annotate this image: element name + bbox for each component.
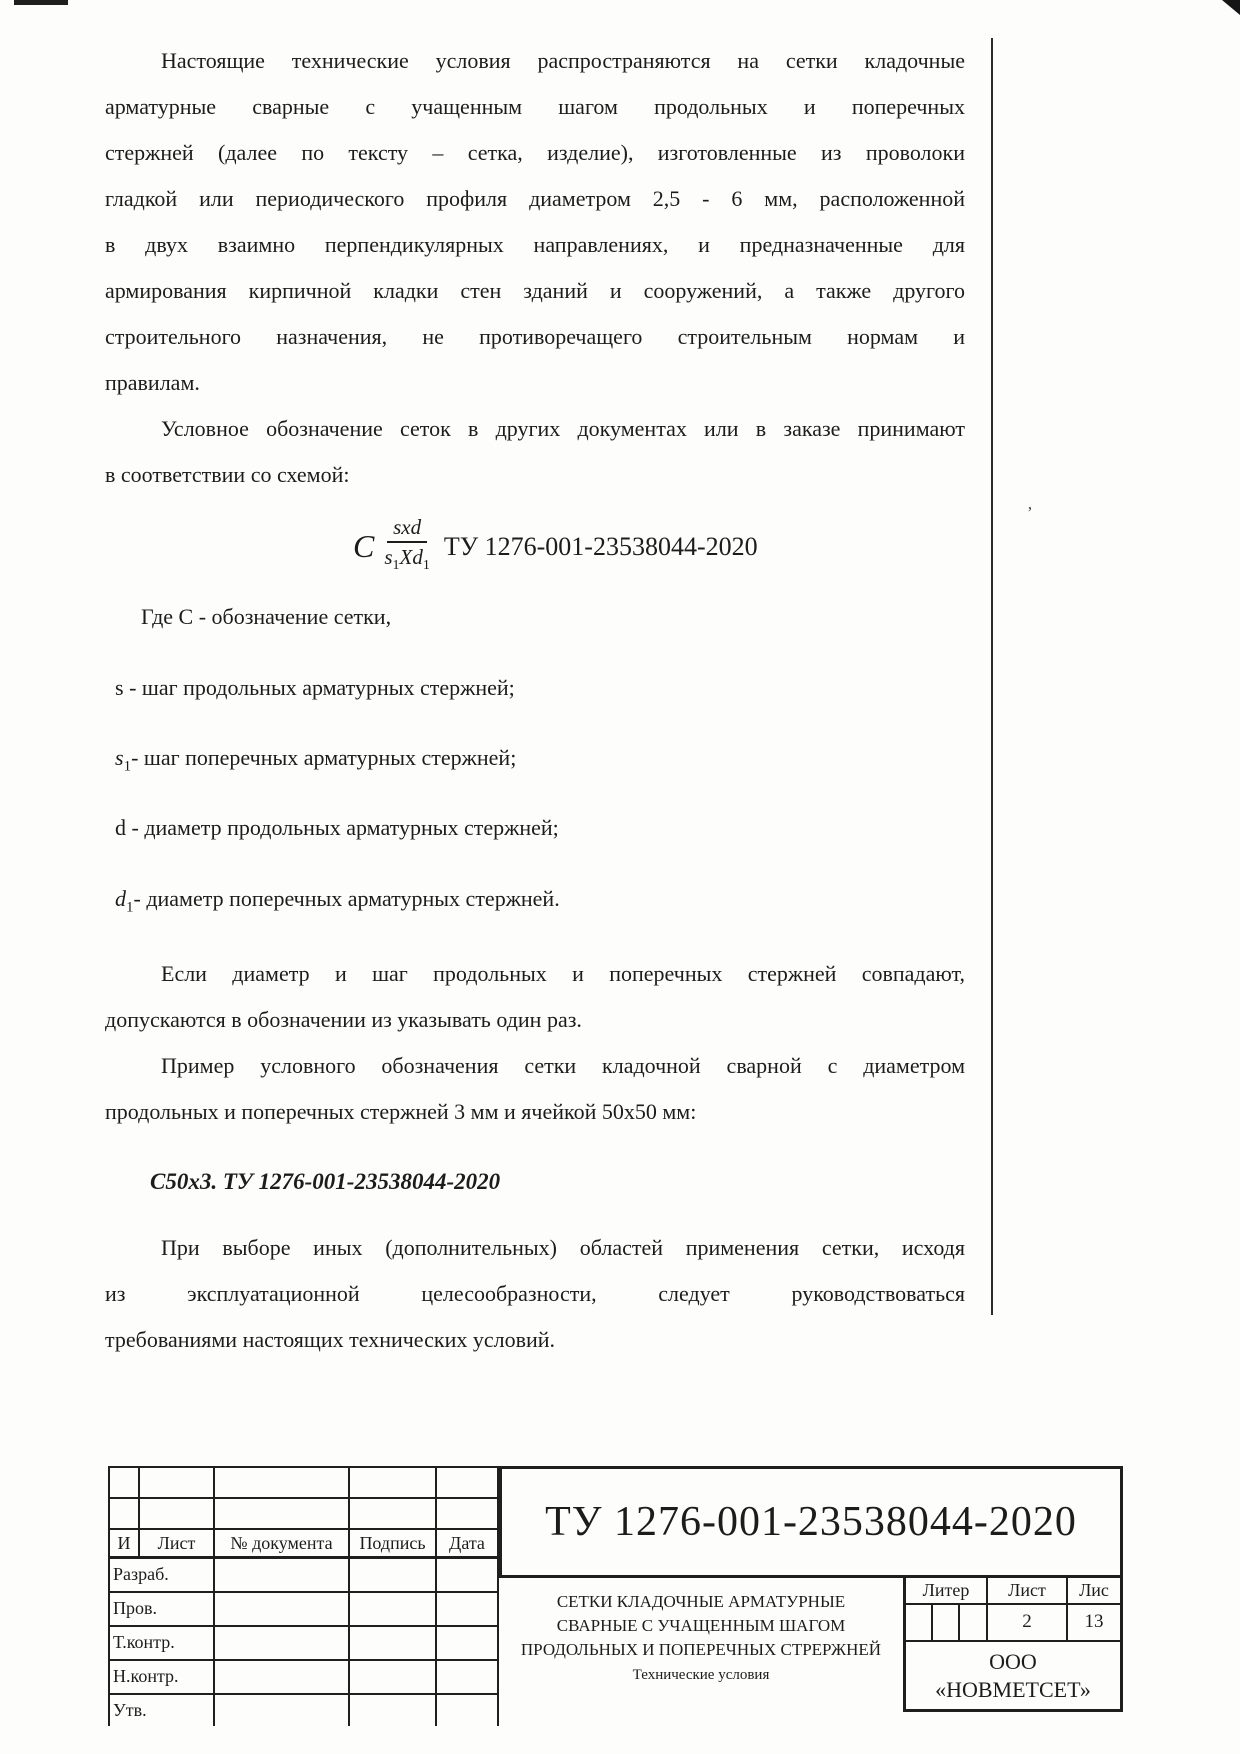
company-cell	[906, 1642, 1120, 1709]
definition-symbol: d	[115, 815, 126, 841]
definition-line-s	[105, 670, 965, 714]
sheets-total-value: 13	[1068, 1605, 1120, 1642]
empty-cell	[140, 1468, 215, 1499]
definition-symbol: s	[115, 744, 124, 770]
column-header-doc-number: № документа	[215, 1530, 350, 1559]
empty-cell	[215, 1593, 350, 1627]
empty-cell	[437, 1468, 497, 1499]
subscript: 1	[126, 899, 134, 916]
subscript: 1	[422, 558, 430, 574]
column-header-izm: И	[110, 1530, 140, 1559]
document-designation: ТУ 1276-001-23538044-2020	[545, 1499, 1077, 1545]
column-header-signature: Подпись	[350, 1530, 437, 1559]
definition-symbol: s	[115, 674, 124, 700]
empty-cell	[215, 1661, 350, 1695]
empty-cell	[350, 1695, 437, 1726]
title-block-revision-table	[108, 1466, 499, 1726]
text-line: СВАРНЫЕ С УЧАЩЕННЫМ ШАГОМ	[556, 1616, 846, 1635]
empty-cell	[215, 1499, 350, 1530]
text-line: армирования кирпичной кладки стен зданий и сооружений, а также другого	[105, 278, 965, 303]
document-type: Технические условия	[632, 1667, 770, 1683]
text-line: ПРОДОЛЬНЫХ И ПОПЕРЕЧНЫХ СТРЕРЖНЕЙ	[520, 1640, 882, 1659]
empty-cell	[140, 1499, 215, 1530]
text-line: правилам.	[105, 370, 200, 395]
paragraph-scope	[105, 38, 965, 406]
column-header-list: Лист	[140, 1530, 215, 1559]
text-line: в соответствии со схемой:	[105, 462, 350, 487]
empty-cell	[350, 1559, 437, 1593]
formula-denominator	[384, 543, 430, 579]
row-label-t-control: Т.контр.	[110, 1627, 215, 1661]
title-block	[108, 1466, 1123, 1754]
definition-text: - шаг поперечных арматурных стержней;	[131, 744, 517, 770]
designation-formula	[105, 514, 965, 579]
definition-text: - диаметр продольных арматурных стержней;	[126, 815, 559, 841]
designation-example: С50х3. ТУ 1276-001-23538044-2020	[150, 1169, 501, 1195]
document-name-lines	[499, 1590, 903, 1662]
sheet-table-header-row	[906, 1578, 1120, 1605]
empty-cell	[437, 1499, 497, 1530]
liter-header: Литер	[906, 1578, 988, 1605]
title-block-sheet-table	[903, 1578, 1123, 1712]
empty-cell	[215, 1627, 350, 1661]
page-frame-right-border	[991, 38, 993, 1315]
sheets-total-header: Лис	[1068, 1578, 1120, 1605]
text-line: Условное обозначение сеток в других документах или в заказе принимают	[161, 416, 965, 441]
den-s: s	[384, 545, 393, 569]
text-line: требованиями настоящих технических условий.	[105, 1327, 556, 1353]
paragraph-other-applications	[105, 1225, 965, 1363]
definition-line-d1	[105, 881, 965, 925]
text-line: Пример условного обозначения сетки кладочной сварной с диаметром	[161, 1053, 965, 1079]
definition-line-s1	[105, 740, 965, 784]
text-line: из эксплуатационной целесообразности, следует руководствоваться	[105, 1281, 965, 1307]
scan-artifact-top-left	[14, 0, 68, 5]
definitions-list	[105, 599, 965, 925]
sheet-number-value: 2	[988, 1605, 1068, 1642]
empty-cell	[350, 1468, 437, 1499]
liter-cell	[933, 1605, 960, 1642]
paragraph-designation-intro	[105, 406, 965, 498]
den-x: Х	[399, 545, 413, 569]
definition-line-c	[105, 599, 965, 643]
text-line: строительного назначения, не противоречащего строительным нормам и	[105, 324, 965, 349]
empty-cell	[350, 1593, 437, 1627]
paragraph-coincide-rule	[105, 951, 965, 1043]
empty-cell	[437, 1661, 497, 1695]
empty-cell	[437, 1593, 497, 1627]
empty-cell	[110, 1499, 140, 1530]
text-line: допускаются в обозначении из указывать один раз.	[105, 1007, 582, 1033]
empty-cell	[215, 1695, 350, 1726]
subscript: 1	[392, 558, 400, 574]
empty-cell	[437, 1559, 497, 1593]
scan-artifact-mark: ’	[1027, 503, 1033, 522]
definition-text: - диаметр поперечных арматурных стержней.	[133, 885, 560, 911]
company-name-line2: «НОВМЕТСЕТ»	[935, 1676, 1091, 1702]
definition-text: - шаг продольных арматурных стержней;	[123, 674, 515, 700]
definition-text: - обозначение сетки,	[193, 604, 392, 630]
sheet-table-value-row	[906, 1605, 1120, 1642]
formula-mesh-symbol: C	[353, 528, 375, 565]
row-label-approved: Утв.	[110, 1695, 215, 1726]
formula-tu-designation: ТУ 1276-001-23538044-2020	[443, 531, 758, 561]
empty-cell	[350, 1627, 437, 1661]
empty-cell	[215, 1468, 350, 1499]
paragraph-example-intro	[105, 1043, 965, 1135]
row-label-developed: Разраб.	[110, 1559, 215, 1593]
liter-cell	[960, 1605, 988, 1642]
subscript: 1	[123, 758, 132, 775]
empty-cell	[437, 1695, 497, 1726]
text-line: При выборе иных (дополнительных) областей применения сетки, исходя	[161, 1235, 965, 1261]
text-line: стержней (далее по тексту – сетка, изделие), изготовленные из проволоки	[105, 140, 965, 165]
formula-fraction	[384, 514, 430, 579]
text-line: гладкой или периодического профиля диаметром 2,5 - 6 мм, расположенной	[105, 186, 965, 211]
empty-cell	[110, 1468, 140, 1499]
definition-symbol: Где С	[141, 604, 194, 630]
empty-cell	[215, 1559, 350, 1593]
scan-artifact-top-right	[1222, 0, 1240, 15]
formula-numerator: sxd	[387, 514, 427, 543]
text-line: в двух взаимно перпендикулярных направлениях, и предназначенные для	[105, 232, 965, 257]
den-d: d	[412, 545, 423, 569]
text-line: арматурные сварные с учащенным шагом продольных и поперечных	[105, 94, 965, 119]
text-line: СЕТКИ КЛАДОЧНЫЕ АРМАТУРНЫЕ	[556, 1592, 846, 1611]
row-label-checked: Пров.	[110, 1593, 215, 1627]
title-block-document-name	[499, 1578, 903, 1740]
document-body	[105, 38, 965, 1363]
text-line: Если диаметр и шаг продольных и поперечных стержней совпадают,	[161, 961, 965, 987]
column-header-date: Дата	[437, 1530, 497, 1559]
company-name-line1: ООО	[989, 1648, 1037, 1674]
title-block-designation-cell	[499, 1466, 1123, 1578]
text-line: продольных и поперечных стержней 3 мм и ячейкой 50х50 мм:	[105, 1099, 697, 1125]
definition-symbol: d	[115, 885, 126, 911]
liter-cell	[906, 1605, 933, 1642]
empty-cell	[350, 1499, 437, 1530]
empty-cell	[350, 1661, 437, 1695]
text-line: Настоящие технические условия распространяются на сетки кладочные	[161, 48, 965, 73]
sheet-header: Лист	[988, 1578, 1068, 1605]
row-label-n-control: Н.контр.	[110, 1661, 215, 1695]
empty-cell	[437, 1627, 497, 1661]
definition-line-d	[105, 810, 965, 854]
